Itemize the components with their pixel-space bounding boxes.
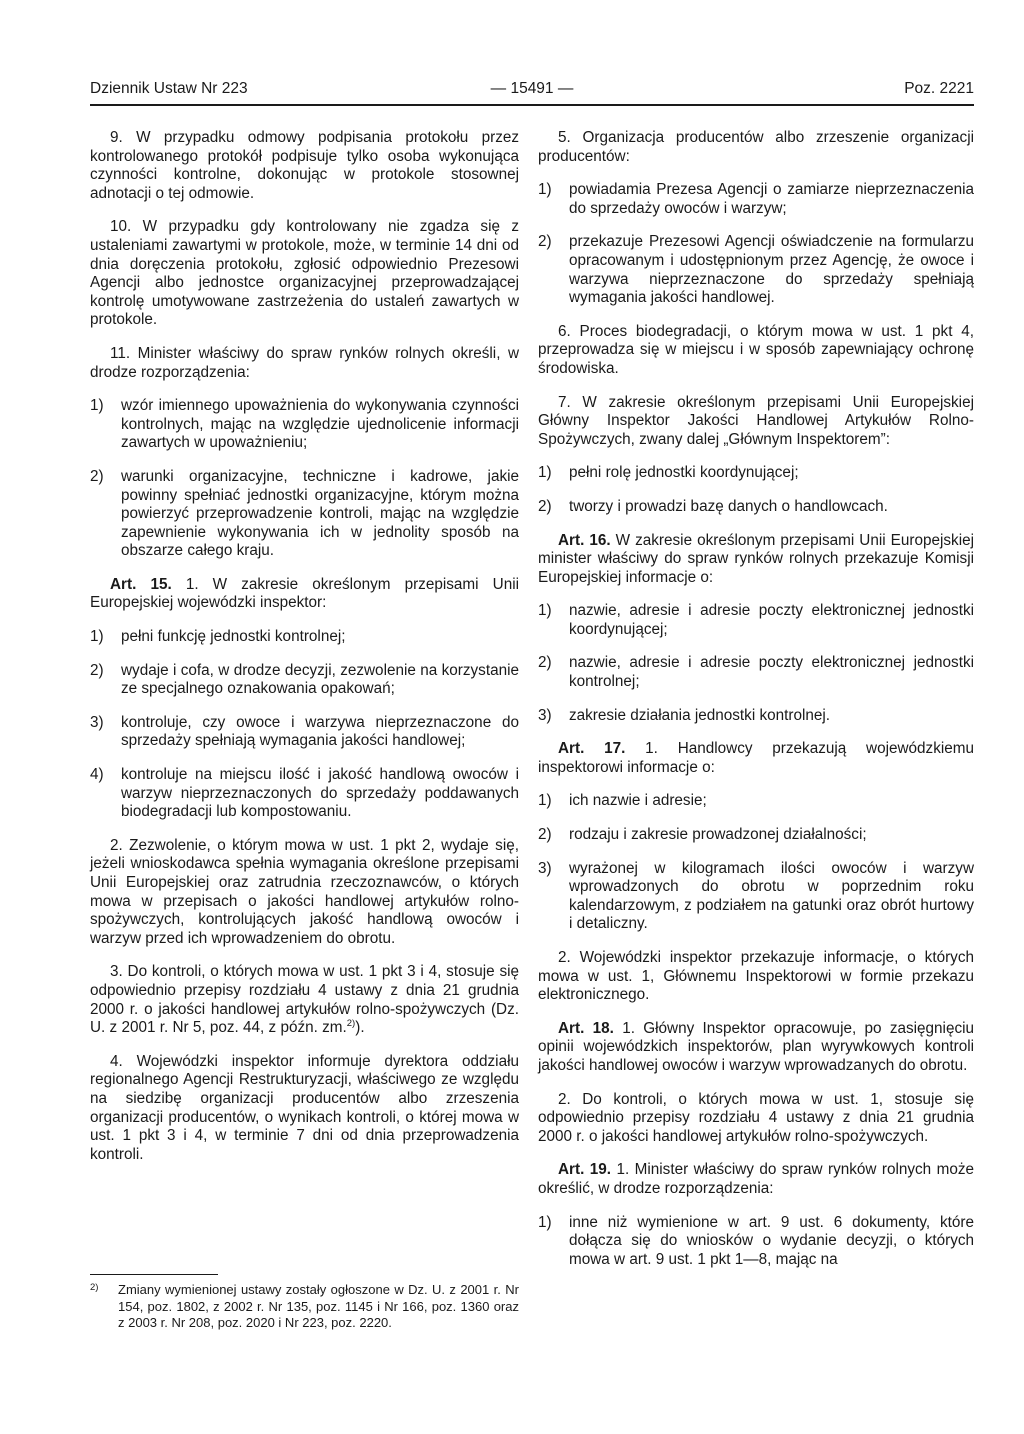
list-item-number: 1)	[90, 397, 104, 415]
article-15-intro	[90, 576, 519, 613]
list-item-text: przekazuje Prezesowi Agencji oświadczenie na formularzu opracowanym i udostępnionym przez Agencję, że owoce i warzywa nieprzeznaczone do sprzedaży spełniają wymagania jakości handlowej.	[569, 233, 974, 307]
list-item-text: kontroluje na miejscu ilość i jakość handlową owoców i warzyw nieprzeznaczonych do sprzedaży poddawanych biodegradacji lub kompostowaniu.	[121, 766, 519, 821]
paragraph-6: 6. Proces biodegradacji, o którym mowa w ust. 1 pkt 4, przeprowadza się w miejscu i w sposób zapewniający ochronę środowiska.	[538, 322, 974, 377]
list-item	[90, 662, 519, 699]
list-item-text: pełni funkcję jednostki kontrolnej;	[121, 628, 346, 646]
list-item	[538, 1214, 974, 1270]
right-column	[538, 129, 974, 1284]
article-17-text: 1. Handlowcy przekazują wojewódzkiemu inspektorowi informacje o:	[538, 740, 975, 776]
article-19-label: Art. 19.	[558, 1161, 612, 1179]
list-item-number: 4)	[90, 766, 104, 784]
article-17-label: Art. 17.	[558, 740, 626, 758]
article-18-label: Art. 18.	[558, 1019, 614, 1037]
list-item-text: inne niż wymienione w art. 9 ust. 6 dokumenty, które dołącza się do wniosków o wydanie decyzji, o których mowa w art. 9 ust. 1 pkt 1—8, mając na	[569, 1213, 974, 1268]
list-item	[538, 654, 974, 691]
list-item-text: wzór imiennego upoważnienia do wykonywania czynności kontrolnych, mając na względzie ujednolicenie informacji zawartych w upoważnieniu;	[121, 397, 519, 452]
left-column	[90, 129, 519, 1179]
list-item	[538, 181, 974, 218]
list-item-number: 1)	[538, 602, 552, 620]
article-18-text: 1. Główny Inspektor opracowuje, po zasięgnięciu opinii wojewódzkich inspektorów, plan wyrywkowych kontroli jakości handlowej owoców i warzyw wprowadzanych do obrotu.	[538, 1019, 975, 1074]
list-item	[90, 766, 519, 822]
list-item-number: 2)	[538, 233, 552, 251]
list-item-number: 3)	[538, 859, 552, 877]
list-item-text: warunki organizacyjne, techniczne i kadrowe, jakie powinny spełniać jednostki organizacyjne, którym można powierzyć przeprowadzenie kontroli, mając na względzie zapewnienie wykonywania ich w jednolity sposób na obszarze całego kraju.	[121, 467, 519, 560]
list-item	[538, 464, 974, 483]
footnote	[90, 1282, 519, 1332]
paragraph-5: 5. Organizacja producentów albo zrzeszenie organizacji producentów:	[538, 129, 974, 165]
list-item	[90, 628, 519, 647]
paragraph-7: 7. W zakresie określonym przepisami Unii Europejskiej Główny Inspektor Jakości Handlowej Artykułów Rolno-Spożywczych, zwany dalej „Głównym Inspektorem”:	[538, 393, 974, 448]
list-item	[538, 860, 974, 934]
list-item-text: rodzaju i zakresie prowadzonej działalności;	[569, 826, 867, 844]
list-item-number: 1)	[538, 464, 552, 482]
position-number: Poz. 2221	[904, 80, 974, 97]
article-19-text: 1. Minister właściwy do spraw rynków rolnych może określić, w drodze rozporządzenia:	[538, 1161, 975, 1197]
list-item-text: zakresie działania jednostki kontrolnej.	[569, 706, 831, 724]
list-item-text: tworzy i prowadzi bazę danych o handlowcach.	[569, 497, 888, 515]
list-item-number: 2)	[538, 826, 552, 844]
article-15-label: Art. 15.	[110, 575, 172, 593]
list-item-text: powiadamia Prezesa Agencji o zamiarze nieprzeznaczenia do sprzedaży owoców i warzyw;	[569, 181, 974, 217]
article-18-paragraph-2: 2. Do kontroli, o których mowa w ust. 1, stosuje się odpowiednio przepisy rozdziału 4 ustawy z dnia 21 grudnia 2000 r. o jakości handlowej artykułów rolno-spożywczych.	[538, 1090, 974, 1145]
article-19-intro	[538, 1161, 974, 1198]
list-item-number: 2)	[538, 654, 552, 672]
list-item-number: 3)	[538, 706, 552, 724]
list-item-number: 1)	[90, 628, 104, 646]
list-item	[538, 707, 974, 726]
article-17-paragraph-2: 2. Wojewódzki inspektor przekazuje informacje, o których mowa w ust. 1, Głównemu Inspektorowi w formie przekazu elektronicznego.	[538, 949, 974, 1004]
list-item-number: 1)	[538, 181, 552, 199]
list-item	[538, 498, 974, 517]
list-item	[90, 714, 519, 751]
article-15-paragraph-4: 4. Wojewódzki inspektor informuje dyrektora oddziału regionalnego Agencji Restrukturyzacji, właściwego ze względu na siedzibę organizacji producentów albo zrzeszenia organizacji producentów, o wynikach kontroli, o której mowa w ust. 1 pkt 3 i 4, w terminie 7 dni od dnia przeprowadzenia kontroli.	[90, 1052, 519, 1163]
list-item-text: pełni rolę jednostki koordynującej;	[569, 464, 799, 482]
article-18-intro	[538, 1020, 974, 1076]
list-item	[90, 468, 519, 561]
list-item-text: kontroluje, czy owoce i warzywa nieprzeznaczone do sprzedaży spełniają wymagania jakości handlowej;	[121, 713, 519, 750]
article-15-paragraph-3-text: 3. Do kontroli, o których mowa w ust. 1 pkt 3 i 4, stosuje się odpowiednio przepisy rozdziału 4 ustawy z dnia 21 grudnia 2000 r. o jakości handlowej artykułów rolno-spożywczych (Dz. U. z 2001 r. Nr 5, poz. 44, z późn. zm.	[90, 963, 519, 1037]
list-item	[538, 233, 974, 307]
page-number: — 15491 —	[490, 80, 574, 97]
article-15-paragraph-2: 2. Zezwolenie, o którym mowa w ust. 1 pkt 2, wydaje się, jeżeli wnioskodawca spełnia wymagania określone przepisami Unii Europejskiej oraz zatrudnia rzeczoznawców, o których mowa w przepisach o jakości handlowej artykułów rolno-spożywczych, kontrolujących jakość handlową owoców i warzyw przed ich wprowadzeniem do obrotu.	[90, 836, 519, 947]
list-item-number: 3)	[90, 713, 104, 731]
article-17-intro	[538, 740, 974, 777]
list-item	[538, 792, 974, 811]
footnote-reference: 2)	[346, 1018, 356, 1030]
article-16-text: W zakresie określonym przepisami Unii Europejskiej minister właściwy do spraw rynków rolnych przekazuje Komisji Europejskiej informacje o:	[538, 531, 975, 586]
footnote-mark: 2)	[90, 1282, 99, 1293]
paragraph-10: 10. W przypadku gdy kontrolowany nie zgadza się z ustaleniami zawartymi w protokole, może, w terminie 14 dni od dnia doręczenia protokołu, zgłosić odpowiednio Prezesowi Agencji albo jednostce organizacyjnej przeprowadzającej kontrolę umotywowane zastrzeżenia do ustaleń zawartych w protokole.	[90, 218, 519, 329]
footnote-text: Zmiany wymienionej ustawy zostały ogłoszone w Dz. U. z 2001 r. Nr 154, poz. 1802, z 2002 r. Nr 135, poz. 1145 i Nr 166, poz. 1360 oraz z 2003 r. Nr 208, poz. 2020 i Nr 223, poz. 2220.	[118, 1282, 519, 1331]
paragraph-9: 9. W przypadku odmowy podpisania protokołu przez kontrolowanego protokół podpisuje tylko osoba wykonująca czynności kontrolne, dokonując w protokole stosownej adnotacji o tej odmowie.	[90, 129, 519, 202]
article-15-paragraph-3	[90, 963, 519, 1037]
list-item-number: 2)	[90, 661, 104, 679]
page-header	[90, 78, 974, 106]
article-16-intro	[538, 532, 974, 588]
list-item-number: 1)	[538, 792, 552, 810]
list-item-text: wyrażonej w kilogramach ilości owoców i warzyw wprowadzonych do obrotu w poprzednim roku kalendarzowym, z podziałem na gatunki oraz obrót hurtowy i detaliczny.	[569, 859, 974, 933]
list-item-number: 2)	[90, 467, 104, 485]
list-item-text: nazwie, adresie i adresie poczty elektronicznej jednostki kontrolnej;	[569, 654, 974, 691]
article-15-paragraph-3-end: ).	[355, 1019, 365, 1037]
list-item-text: wydaje i cofa, w drodze decyzji, zezwolenie na korzystanie ze specjalnego oznakowania opakowań;	[121, 661, 519, 698]
list-item	[90, 397, 519, 453]
list-item-text: nazwie, adresie i adresie poczty elektronicznej jednostki koordynującej;	[569, 602, 974, 638]
list-item-number: 2)	[538, 497, 552, 515]
paragraph-11: 11. Minister właściwy do spraw rynków rolnych określi, w drodze rozporządzenia:	[90, 344, 519, 381]
list-item	[538, 602, 974, 639]
journal-title: Dziennik Ustaw Nr 223	[90, 80, 248, 97]
article-15-text: 1. W zakresie określonym przepisami Unii Europejskiej wojewódzki inspektor:	[90, 575, 519, 612]
list-item	[538, 826, 974, 845]
article-16-label: Art. 16.	[558, 531, 611, 549]
list-item-text: ich nazwie i adresie;	[569, 792, 707, 810]
footnote-divider	[90, 1274, 218, 1275]
list-item-number: 1)	[538, 1213, 552, 1231]
